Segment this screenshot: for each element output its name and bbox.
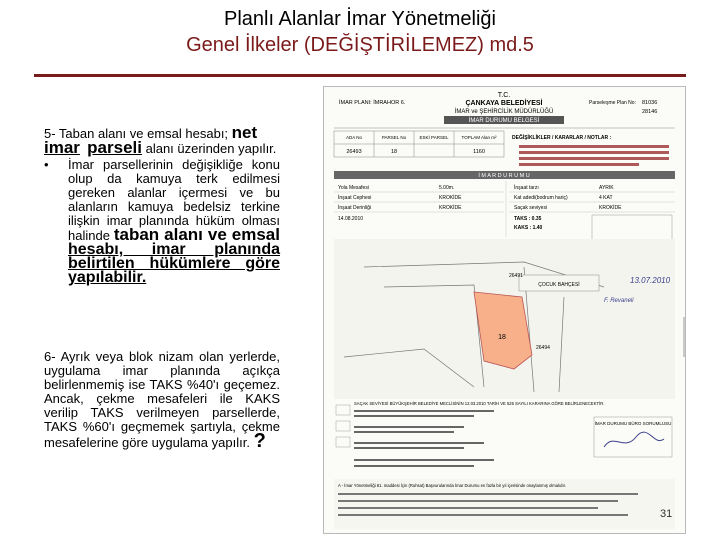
doc-kat-adedi: Kat adedi(bodrum hariç) [514,195,568,201]
doc-signature-name: F. Revaneli [604,298,634,304]
document-graphic [354,465,474,467]
doc-insaat-tarzi-val: AYRIK [599,185,614,191]
doc-ada: 26493 [346,149,362,155]
doc-org3: İMAR ve ŞEHİRCİLİK MÜDÜRLÜĞÜ [454,109,554,115]
doc-insaat-tarzi: İnşaat tarzı [514,185,539,191]
paragraph-article-5 [44,123,280,286]
lead-emph-net: net [231,123,258,142]
doc-org4: İMAR DURUMU BELGESİ [468,118,540,124]
page-subtitle: Genel İlkeler (DEĞİŞTİRİLEMEZ) md.5 [186,34,534,56]
doc-col-parsel: PARSEL No [381,135,407,140]
document-graphic [354,426,464,428]
document-graphic [338,514,628,516]
document-graphic [354,459,494,461]
doc-org2: ÇANKAYA BELEDİYESİ [465,100,543,107]
article-6-text: 6- Ayrık veya blok nizam olan yerlerde, uygulama imar planında açıkça belirlenmemiş ise TAKS %40'ı geçemez. Ancak, çekme mesafeleri ile KAKS verilip TAKS verilmeyen parsellerde, TAKS %60'ı geçmemek şartıyla, çekme mesafelerine göre uygulama yapılır. [44,349,280,450]
doc-footer-notes: A - İmar Yönetmeliği 81. maddesi İçin (Ruhsat) Başvurularında İmar Durumu en fazla bir yıl içerisinde onaylanmış olmalıdır. [338,483,567,488]
paragraph-article-6 [44,350,280,450]
doc-sacak-val: KROKİDE [599,205,622,211]
doc-org1: T.C. [497,92,511,99]
document-graphic [354,431,454,433]
document-graphic [354,410,494,412]
doc-imar-durumu: İ M A R D U R U M U [478,173,530,179]
doc-lot-b: 26494 [536,345,550,351]
bullet-body: İmar parsellerinin değişikliğe konu olup da kamuya terk edilmesi gereken alanlar içermesi ve bu alanların kamuya bedelsiz terkine ilişkin imar planında hüküm olması halinde [68,157,280,243]
doc-ref-no: 81036 [642,100,658,106]
doc-yola-mesafe: Yola Mesafesi [338,185,369,191]
doc-parsel: 18 [390,149,398,155]
doc-ref-label: Parseleşme Plan No: [589,100,636,106]
document-graphic [354,447,464,449]
doc-kaks: KAKS : 1.40 [514,225,543,231]
bullet-text [68,158,280,285]
doc-col-ada: ADA No [345,135,363,140]
document-graphic [519,163,639,166]
question-mark: ? [253,430,266,452]
lead-text: 5- Taban alanı ve emsal hesabı; [44,126,229,141]
document-graphic [519,151,669,154]
doc-stamp-text: İMAR DURUMU BÜRO SORUMLUSU [594,421,672,426]
page-title: Planlı Alanlar İmar Yönetmeliği [224,8,496,30]
doc-park-label: ÇOCUK BAHÇESİ [538,282,580,288]
doc-insaat-derinlik-val: KROKİDE [439,205,462,211]
doc-parcel-label: 18 [498,334,506,341]
document-graphic [354,442,484,444]
document-graphic [338,500,618,502]
page-number: 31 [660,508,673,520]
doc-notes-legend: SAÇAK SEVİYESİ BÜYÜKŞEHİR BELEDİYE MECLİSİNİN 12.03.2010 TARİH VE 526 SAYILI KARARINA GÖRE BELİRLENECEKTİR. [354,401,605,406]
doc-insaat-derinlik: İnşaat Derinliği [338,205,372,211]
doc-signature-date: 13.07.2010 [630,276,671,285]
doc-sacak: Saçak seviyesi [514,205,548,211]
doc-insaat-cephe: İnşaat Cephesi [338,195,372,201]
doc-col-toplam: TOPLAM Alan m² [461,135,497,140]
bullet-emph-1: taban alanı ve emsal [113,225,280,244]
document-graphic [338,507,598,509]
doc-taks: TAKS : 0.35 [514,216,542,222]
bullet-dot: • [44,157,49,172]
doc-changes-label: DEĞİŞİKLİKLER / KARARLAR / NOTLAR : [512,135,612,141]
bullet-emph-2: hesabı, imar planında belirtilen hükümlere göre yapılabilir. [68,241,280,286]
doc-kat-adedi-val: 4 KAT [599,195,613,201]
doc-ref-no2: 28146 [642,109,658,115]
zoning-certificate-image [323,86,686,534]
document-graphic [519,145,669,148]
bullet-item [44,158,280,285]
document-graphic [338,493,638,495]
lead-rest: alanı üzerinden yapılır. [145,141,277,156]
lead-emph-imar: imar [44,138,80,157]
title-underline [34,74,686,77]
document-graphic [354,415,474,417]
doc-tarih: 14.08.2010 [338,216,364,222]
article-5-lead [44,123,280,157]
lead-emph-parseli: parseli [87,138,142,157]
doc-lot-a: 26491 [509,273,523,279]
doc-insaat-cephe-val: KROKİDE [439,195,462,201]
doc-toplam: 1160 [473,149,485,155]
doc-plan-label: İMAR PLANI: İMRAHOR 6. [339,100,406,106]
doc-yola-mesafe-val: 5.00m. [439,185,455,191]
document-graphic [519,157,669,160]
doc-col-eski: ESKİ PARSEL [419,135,449,140]
